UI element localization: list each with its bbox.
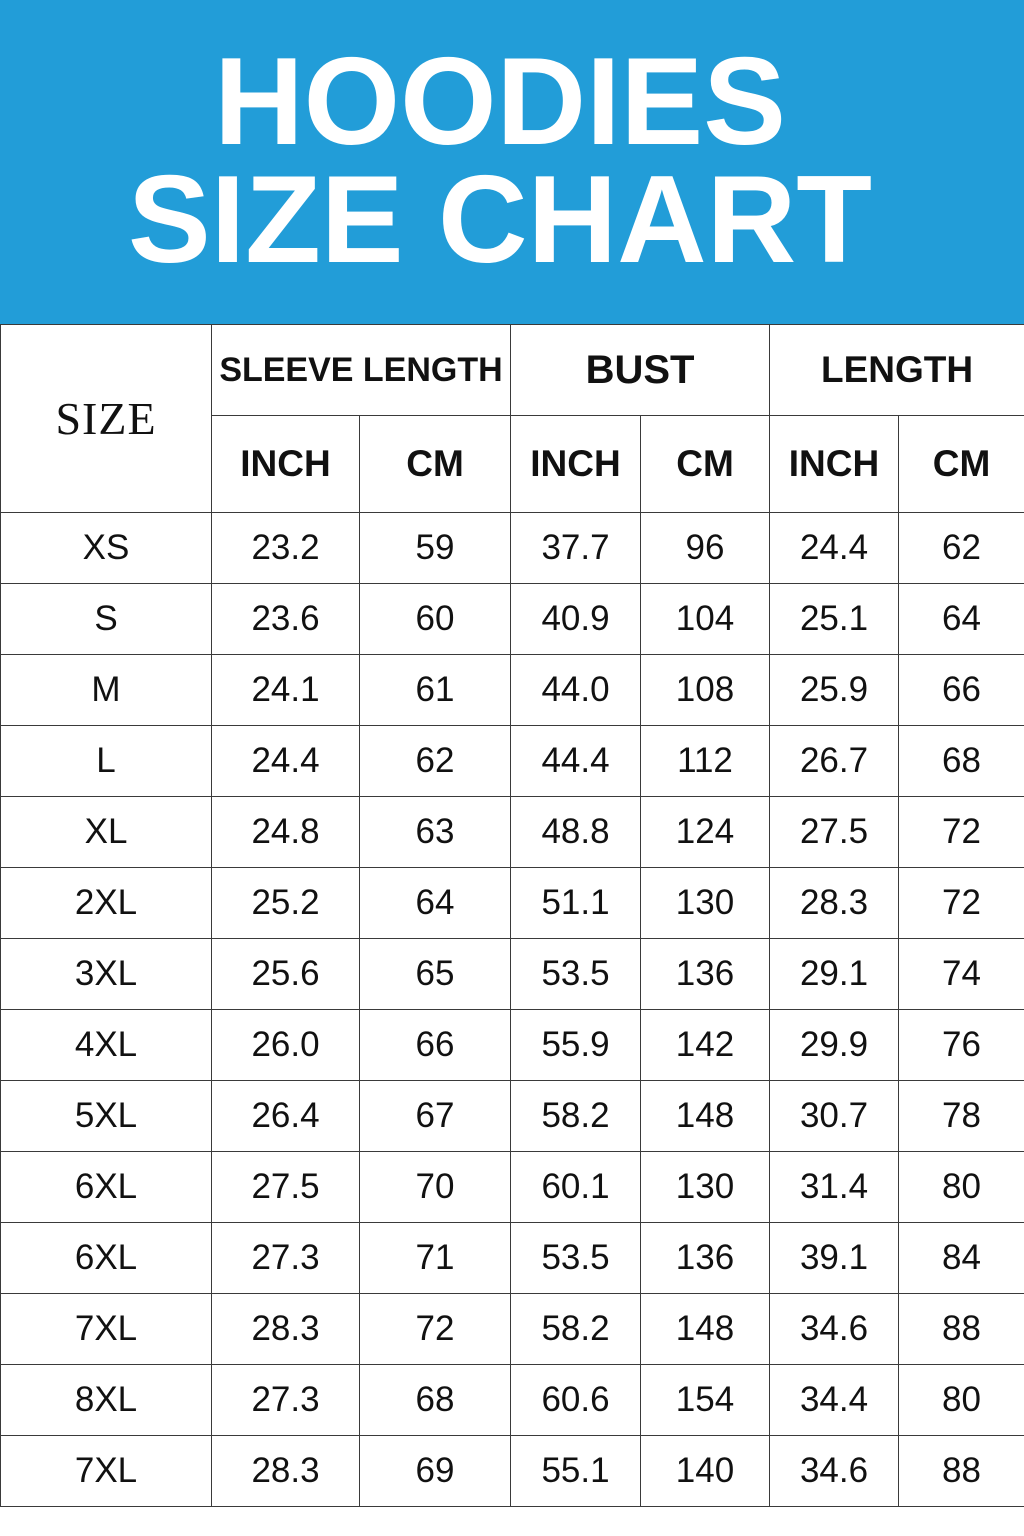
size-chart-table bbox=[0, 324, 1024, 1507]
table-row bbox=[1, 1152, 1024, 1223]
sleeve-inch-cell: 27.3 bbox=[212, 1223, 360, 1294]
sleeve-inch-cell: 26.0 bbox=[212, 1010, 360, 1081]
sleeve-inch-cell: 28.3 bbox=[212, 1294, 360, 1365]
sleeve-inch-cell: 28.3 bbox=[212, 1436, 360, 1507]
size-table-body bbox=[1, 513, 1024, 1507]
sleeve-cm-cell: 59 bbox=[360, 513, 511, 584]
sleeve-cm-cell: 65 bbox=[360, 939, 511, 1010]
bust-inch-cell: 55.1 bbox=[511, 1436, 641, 1507]
length-inch-cell: 25.1 bbox=[770, 584, 899, 655]
length-cm-cell: 72 bbox=[899, 797, 1024, 868]
sleeve-inch-cell: 24.8 bbox=[212, 797, 360, 868]
bust-inch-cell: 55.9 bbox=[511, 1010, 641, 1081]
length-cm-cell: 80 bbox=[899, 1365, 1024, 1436]
sleeve-inch-cell: 23.2 bbox=[212, 513, 360, 584]
bust-header: BUST bbox=[511, 325, 770, 416]
bust-cm-cell: 148 bbox=[641, 1081, 770, 1152]
bust-inch-cell: 53.5 bbox=[511, 939, 641, 1010]
length-cm-cell: 66 bbox=[899, 655, 1024, 726]
title-banner bbox=[0, 0, 1024, 324]
sleeve-length-header: SLEEVE LENGTH bbox=[212, 325, 511, 416]
size-cell: 6XL bbox=[1, 1223, 212, 1294]
length-cm-cell: 84 bbox=[899, 1223, 1024, 1294]
sleeve-cm-cell: 62 bbox=[360, 726, 511, 797]
bust-cm-cell: 96 bbox=[641, 513, 770, 584]
sleeve-inch-cell: 25.2 bbox=[212, 868, 360, 939]
sleeve-cm-header: CM bbox=[360, 416, 511, 513]
sleeve-inch-cell: 24.4 bbox=[212, 726, 360, 797]
length-inch-cell: 28.3 bbox=[770, 868, 899, 939]
table-row bbox=[1, 868, 1024, 939]
size-cell: 3XL bbox=[1, 939, 212, 1010]
length-inch-cell: 29.1 bbox=[770, 939, 899, 1010]
length-cm-cell: 72 bbox=[899, 868, 1024, 939]
table-row bbox=[1, 1436, 1024, 1507]
title-line-2: SIZE CHART bbox=[128, 151, 872, 289]
table-row bbox=[1, 1294, 1024, 1365]
length-cm-cell: 64 bbox=[899, 584, 1024, 655]
bust-cm-cell: 124 bbox=[641, 797, 770, 868]
length-inch-cell: 29.9 bbox=[770, 1010, 899, 1081]
length-inch-cell: 34.6 bbox=[770, 1436, 899, 1507]
length-cm-cell: 78 bbox=[899, 1081, 1024, 1152]
sleeve-cm-cell: 63 bbox=[360, 797, 511, 868]
bust-cm-cell: 154 bbox=[641, 1365, 770, 1436]
length-inch-cell: 39.1 bbox=[770, 1223, 899, 1294]
size-cell: M bbox=[1, 655, 212, 726]
size-cell: 6XL bbox=[1, 1152, 212, 1223]
length-inch-cell: 24.4 bbox=[770, 513, 899, 584]
table-row bbox=[1, 797, 1024, 868]
table-row bbox=[1, 1223, 1024, 1294]
length-inch-cell: 25.9 bbox=[770, 655, 899, 726]
sleeve-cm-cell: 66 bbox=[360, 1010, 511, 1081]
sleeve-cm-cell: 70 bbox=[360, 1152, 511, 1223]
sleeve-cm-cell: 72 bbox=[360, 1294, 511, 1365]
sleeve-cm-cell: 61 bbox=[360, 655, 511, 726]
bust-cm-cell: 148 bbox=[641, 1294, 770, 1365]
bust-cm-cell: 140 bbox=[641, 1436, 770, 1507]
sleeve-inch-cell: 27.3 bbox=[212, 1365, 360, 1436]
length-inch-cell: 30.7 bbox=[770, 1081, 899, 1152]
table-row bbox=[1, 726, 1024, 797]
length-inch-cell: 26.7 bbox=[770, 726, 899, 797]
sleeve-cm-cell: 71 bbox=[360, 1223, 511, 1294]
sleeve-inch-header: INCH bbox=[212, 416, 360, 513]
length-inch-cell: 34.6 bbox=[770, 1294, 899, 1365]
length-inch-cell: 34.4 bbox=[770, 1365, 899, 1436]
sleeve-cm-cell: 68 bbox=[360, 1365, 511, 1436]
bust-inch-cell: 58.2 bbox=[511, 1081, 641, 1152]
size-cell: 5XL bbox=[1, 1081, 212, 1152]
length-cm-header: CM bbox=[899, 416, 1024, 513]
sleeve-inch-cell: 24.1 bbox=[212, 655, 360, 726]
bust-cm-cell: 142 bbox=[641, 1010, 770, 1081]
table-row bbox=[1, 584, 1024, 655]
bust-cm-cell: 136 bbox=[641, 939, 770, 1010]
bust-inch-cell: 53.5 bbox=[511, 1223, 641, 1294]
bust-cm-header: CM bbox=[641, 416, 770, 513]
bust-inch-cell: 48.8 bbox=[511, 797, 641, 868]
size-cell: XS bbox=[1, 513, 212, 584]
bust-inch-cell: 40.9 bbox=[511, 584, 641, 655]
sleeve-cm-cell: 67 bbox=[360, 1081, 511, 1152]
table-row bbox=[1, 1081, 1024, 1152]
length-cm-cell: 68 bbox=[899, 726, 1024, 797]
length-inch-cell: 31.4 bbox=[770, 1152, 899, 1223]
size-cell: 7XL bbox=[1, 1294, 212, 1365]
size-chart-table-container bbox=[0, 324, 1024, 1536]
size-column-header: SIZE bbox=[1, 325, 212, 513]
length-cm-cell: 76 bbox=[899, 1010, 1024, 1081]
table-row bbox=[1, 655, 1024, 726]
bust-inch-cell: 44.0 bbox=[511, 655, 641, 726]
length-cm-cell: 62 bbox=[899, 513, 1024, 584]
length-cm-cell: 88 bbox=[899, 1436, 1024, 1507]
sleeve-inch-cell: 23.6 bbox=[212, 584, 360, 655]
bust-inch-cell: 51.1 bbox=[511, 868, 641, 939]
size-cell: 7XL bbox=[1, 1436, 212, 1507]
sleeve-inch-cell: 26.4 bbox=[212, 1081, 360, 1152]
length-header: LENGTH bbox=[770, 325, 1024, 416]
bust-cm-cell: 104 bbox=[641, 584, 770, 655]
sleeve-inch-cell: 25.6 bbox=[212, 939, 360, 1010]
bust-inch-header: INCH bbox=[511, 416, 641, 513]
length-cm-cell: 74 bbox=[899, 939, 1024, 1010]
size-cell: XL bbox=[1, 797, 212, 868]
length-inch-header: INCH bbox=[770, 416, 899, 513]
title-line-1: HOODIES bbox=[214, 33, 786, 171]
sleeve-cm-cell: 60 bbox=[360, 584, 511, 655]
bust-cm-cell: 108 bbox=[641, 655, 770, 726]
header-row-groups bbox=[1, 325, 1024, 416]
bust-inch-cell: 58.2 bbox=[511, 1294, 641, 1365]
bust-inch-cell: 60.1 bbox=[511, 1152, 641, 1223]
size-cell: 4XL bbox=[1, 1010, 212, 1081]
table-row bbox=[1, 939, 1024, 1010]
length-cm-cell: 88 bbox=[899, 1294, 1024, 1365]
table-row bbox=[1, 1010, 1024, 1081]
bust-inch-cell: 60.6 bbox=[511, 1365, 641, 1436]
size-cell: 8XL bbox=[1, 1365, 212, 1436]
table-row bbox=[1, 513, 1024, 584]
bust-inch-cell: 37.7 bbox=[511, 513, 641, 584]
bust-cm-cell: 112 bbox=[641, 726, 770, 797]
size-cell: L bbox=[1, 726, 212, 797]
length-cm-cell: 80 bbox=[899, 1152, 1024, 1223]
bust-cm-cell: 130 bbox=[641, 1152, 770, 1223]
bust-inch-cell: 44.4 bbox=[511, 726, 641, 797]
table-row bbox=[1, 1365, 1024, 1436]
sleeve-inch-cell: 27.5 bbox=[212, 1152, 360, 1223]
bust-cm-cell: 130 bbox=[641, 868, 770, 939]
sleeve-cm-cell: 69 bbox=[360, 1436, 511, 1507]
size-cell: S bbox=[1, 584, 212, 655]
size-cell: 2XL bbox=[1, 868, 212, 939]
length-inch-cell: 27.5 bbox=[770, 797, 899, 868]
sleeve-cm-cell: 64 bbox=[360, 868, 511, 939]
bust-cm-cell: 136 bbox=[641, 1223, 770, 1294]
